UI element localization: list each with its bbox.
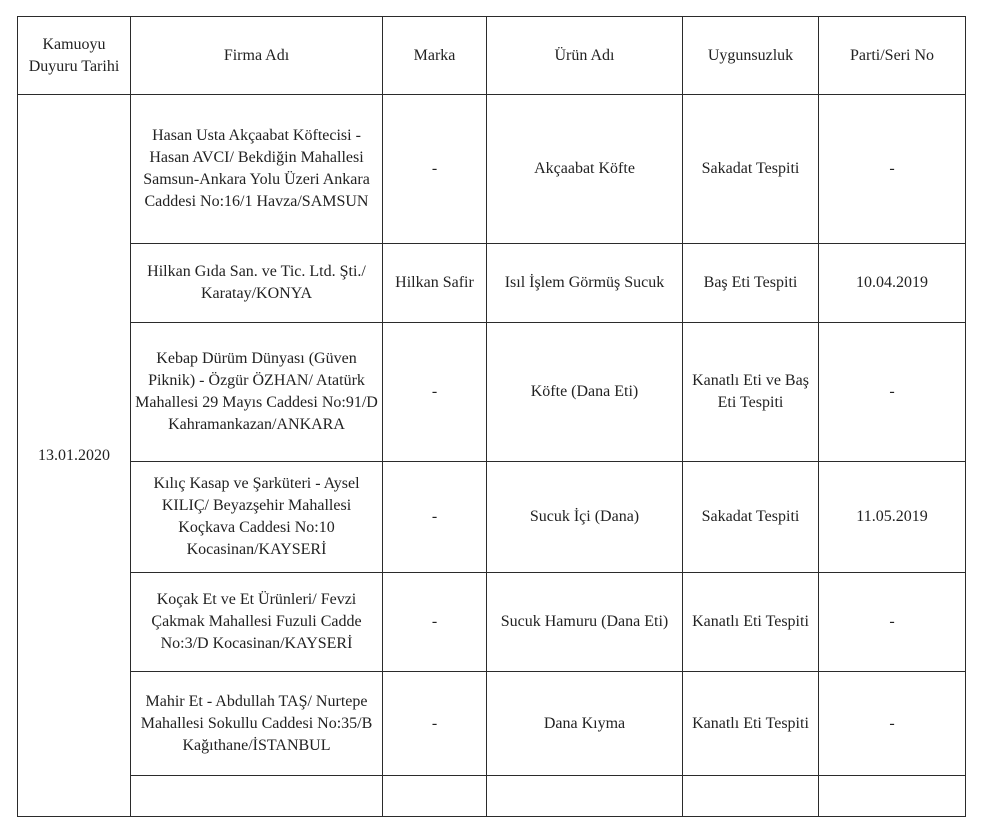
brand-cell: - xyxy=(383,672,487,776)
product-cell: Köfte (Dana Eti) xyxy=(487,323,683,462)
product-cell: Sucuk İçi (Dana) xyxy=(487,462,683,573)
brand-cell xyxy=(383,776,487,817)
table-row xyxy=(18,244,966,323)
header-product: Ürün Adı xyxy=(487,17,683,95)
product-cell: Sucuk Hamuru (Dana Eti) xyxy=(487,573,683,672)
header-brand: Marka xyxy=(383,17,487,95)
nonconformity-cell: Sakadat Tespiti xyxy=(683,95,819,244)
batch-cell xyxy=(819,776,966,817)
batch-cell: - xyxy=(819,573,966,672)
table-row xyxy=(18,573,966,672)
nonconformity-cell: Kanatlı Eti Tespiti xyxy=(683,672,819,776)
table-row-cut-off xyxy=(18,776,966,817)
batch-cell: 10.04.2019 xyxy=(819,244,966,323)
firm-cell: Hilkan Gıda San. ve Tic. Ltd. Şti./ Karatay/KONYA xyxy=(131,244,383,323)
brand-cell: - xyxy=(383,95,487,244)
product-cell: Isıl İşlem Görmüş Sucuk xyxy=(487,244,683,323)
batch-cell: 11.05.2019 xyxy=(819,462,966,573)
firm-cell xyxy=(131,776,383,817)
header-date: Kamuoyu Duyuru Tarihi xyxy=(18,17,131,95)
header-firm: Firma Adı xyxy=(131,17,383,95)
table-row xyxy=(18,462,966,573)
brand-cell: - xyxy=(383,462,487,573)
table-row xyxy=(18,323,966,462)
product-cell xyxy=(487,776,683,817)
firm-cell: Hasan Usta Akçaabat Köftecisi - Hasan AVCI/ Bekdiğin Mahallesi Samsun-Ankara Yolu Üzeri Ankara Caddesi No:16/1 Havza/SAMSUN xyxy=(131,95,383,244)
announcement-date: 13.01.2020 xyxy=(18,95,131,817)
recall-table xyxy=(17,16,966,817)
table-row xyxy=(18,672,966,776)
brand-cell: - xyxy=(383,573,487,672)
product-cell: Dana Kıyma xyxy=(487,672,683,776)
nonconformity-cell: Baş Eti Tespiti xyxy=(683,244,819,323)
batch-cell: - xyxy=(819,672,966,776)
nonconformity-cell: Kanatlı Eti Tespiti xyxy=(683,573,819,672)
header-nonconformity: Uygunsuzluk xyxy=(683,17,819,95)
firm-cell: Mahir Et - Abdullah TAŞ/ Nurtepe Mahallesi Sokullu Caddesi No:35/B Kağıthane/İSTANBUL xyxy=(131,672,383,776)
brand-cell: - xyxy=(383,323,487,462)
firm-cell: Kebap Dürüm Dünyası (Güven Piknik) - Özgür ÖZHAN/ Atatürk Mahallesi 29 Mayıs Caddesi No:91/D Kahramankazan/ANKARA xyxy=(131,323,383,462)
header-row xyxy=(18,17,966,95)
header-batch: Parti/Seri No xyxy=(819,17,966,95)
nonconformity-cell: Kanatlı Eti ve Baş Eti Tespiti xyxy=(683,323,819,462)
nonconformity-cell: Sakadat Tespiti xyxy=(683,462,819,573)
product-cell: Akçaabat Köfte xyxy=(487,95,683,244)
firm-cell: Koçak Et ve Et Ürünleri/ Fevzi Çakmak Mahallesi Fuzuli Cadde No:3/D Kocasinan/KAYSERİ xyxy=(131,573,383,672)
firm-cell: Kılıç Kasap ve Şarküteri - Aysel KILIÇ/ Beyazşehir Mahallesi Koçkava Caddesi No:10 Kocasinan/KAYSERİ xyxy=(131,462,383,573)
table-row xyxy=(18,95,966,244)
batch-cell: - xyxy=(819,95,966,244)
brand-cell: Hilkan Safir xyxy=(383,244,487,323)
batch-cell: - xyxy=(819,323,966,462)
nonconformity-cell xyxy=(683,776,819,817)
